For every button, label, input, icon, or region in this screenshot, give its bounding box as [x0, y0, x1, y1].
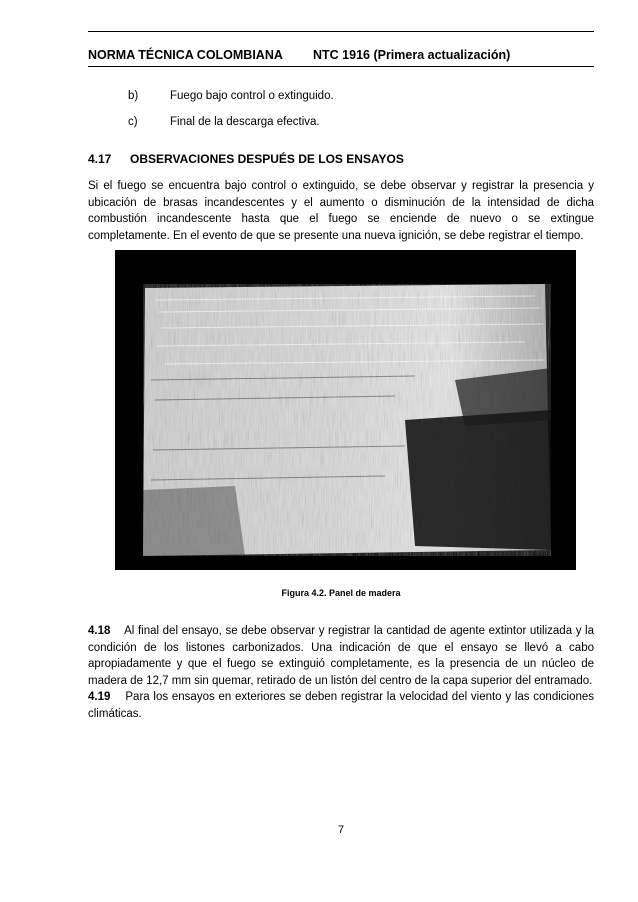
page-number: 7: [337, 824, 345, 836]
list-item-label: b): [128, 90, 139, 102]
section-4-19-body: [88, 689, 594, 722]
section-4-17-body: Si el fuego se encuentra bajo control o extinguido, se debe observar y registrar la presencia y ubicación de brasas incandescentes y el aumento o disminución de la intensidad de dicha combustión incandescente hasta que el fuego se enciende de nuevo o se extingue completamente. En el evento de que se presente una nueva ignición, se debe registrar el tiempo.: [88, 180, 594, 242]
list-item-text: Final de la descarga efectiva.: [170, 116, 320, 128]
figure-caption: Figura 4.2. Panel de madera: [281, 588, 401, 598]
section-text: Para los ensayos en exteriores se deben registrar la velocidad del viento y las condiciones climáticas.: [88, 691, 595, 720]
section-number: 4.19: [88, 691, 111, 703]
section-text: Al final del ensayo, se debe observar y registrar la cantidad de agente extintor utilizada y la condición de los listones carbonizados. Una indicación de que el ensayo se llevó a cabo apropiadamente y que el fuego se extinguió completamente, es la presencia de un núcleo de madera de 12,7 mm sin quemar, retirado de un listón del centro de la capa superior del entramado.: [88, 625, 594, 687]
header-rule: [88, 66, 594, 67]
section-number: 4.18: [88, 625, 111, 637]
section-4-18-body: [88, 623, 594, 689]
header-standard-name: NORMA TÉCNICA COLOMBIANA: [88, 48, 283, 62]
section-number: 4.17: [88, 152, 112, 166]
list-item-label: c): [128, 116, 138, 128]
wood-panel-photo: [115, 250, 576, 570]
section-title: OBSERVACIONES DESPUÉS DE LOS ENSAYOS: [130, 152, 404, 166]
top-rule: [88, 31, 594, 32]
list-item-text: Fuego bajo control o extinguido.: [170, 90, 334, 102]
header-standard-code: NTC 1916 (Primera actualización): [313, 48, 511, 62]
